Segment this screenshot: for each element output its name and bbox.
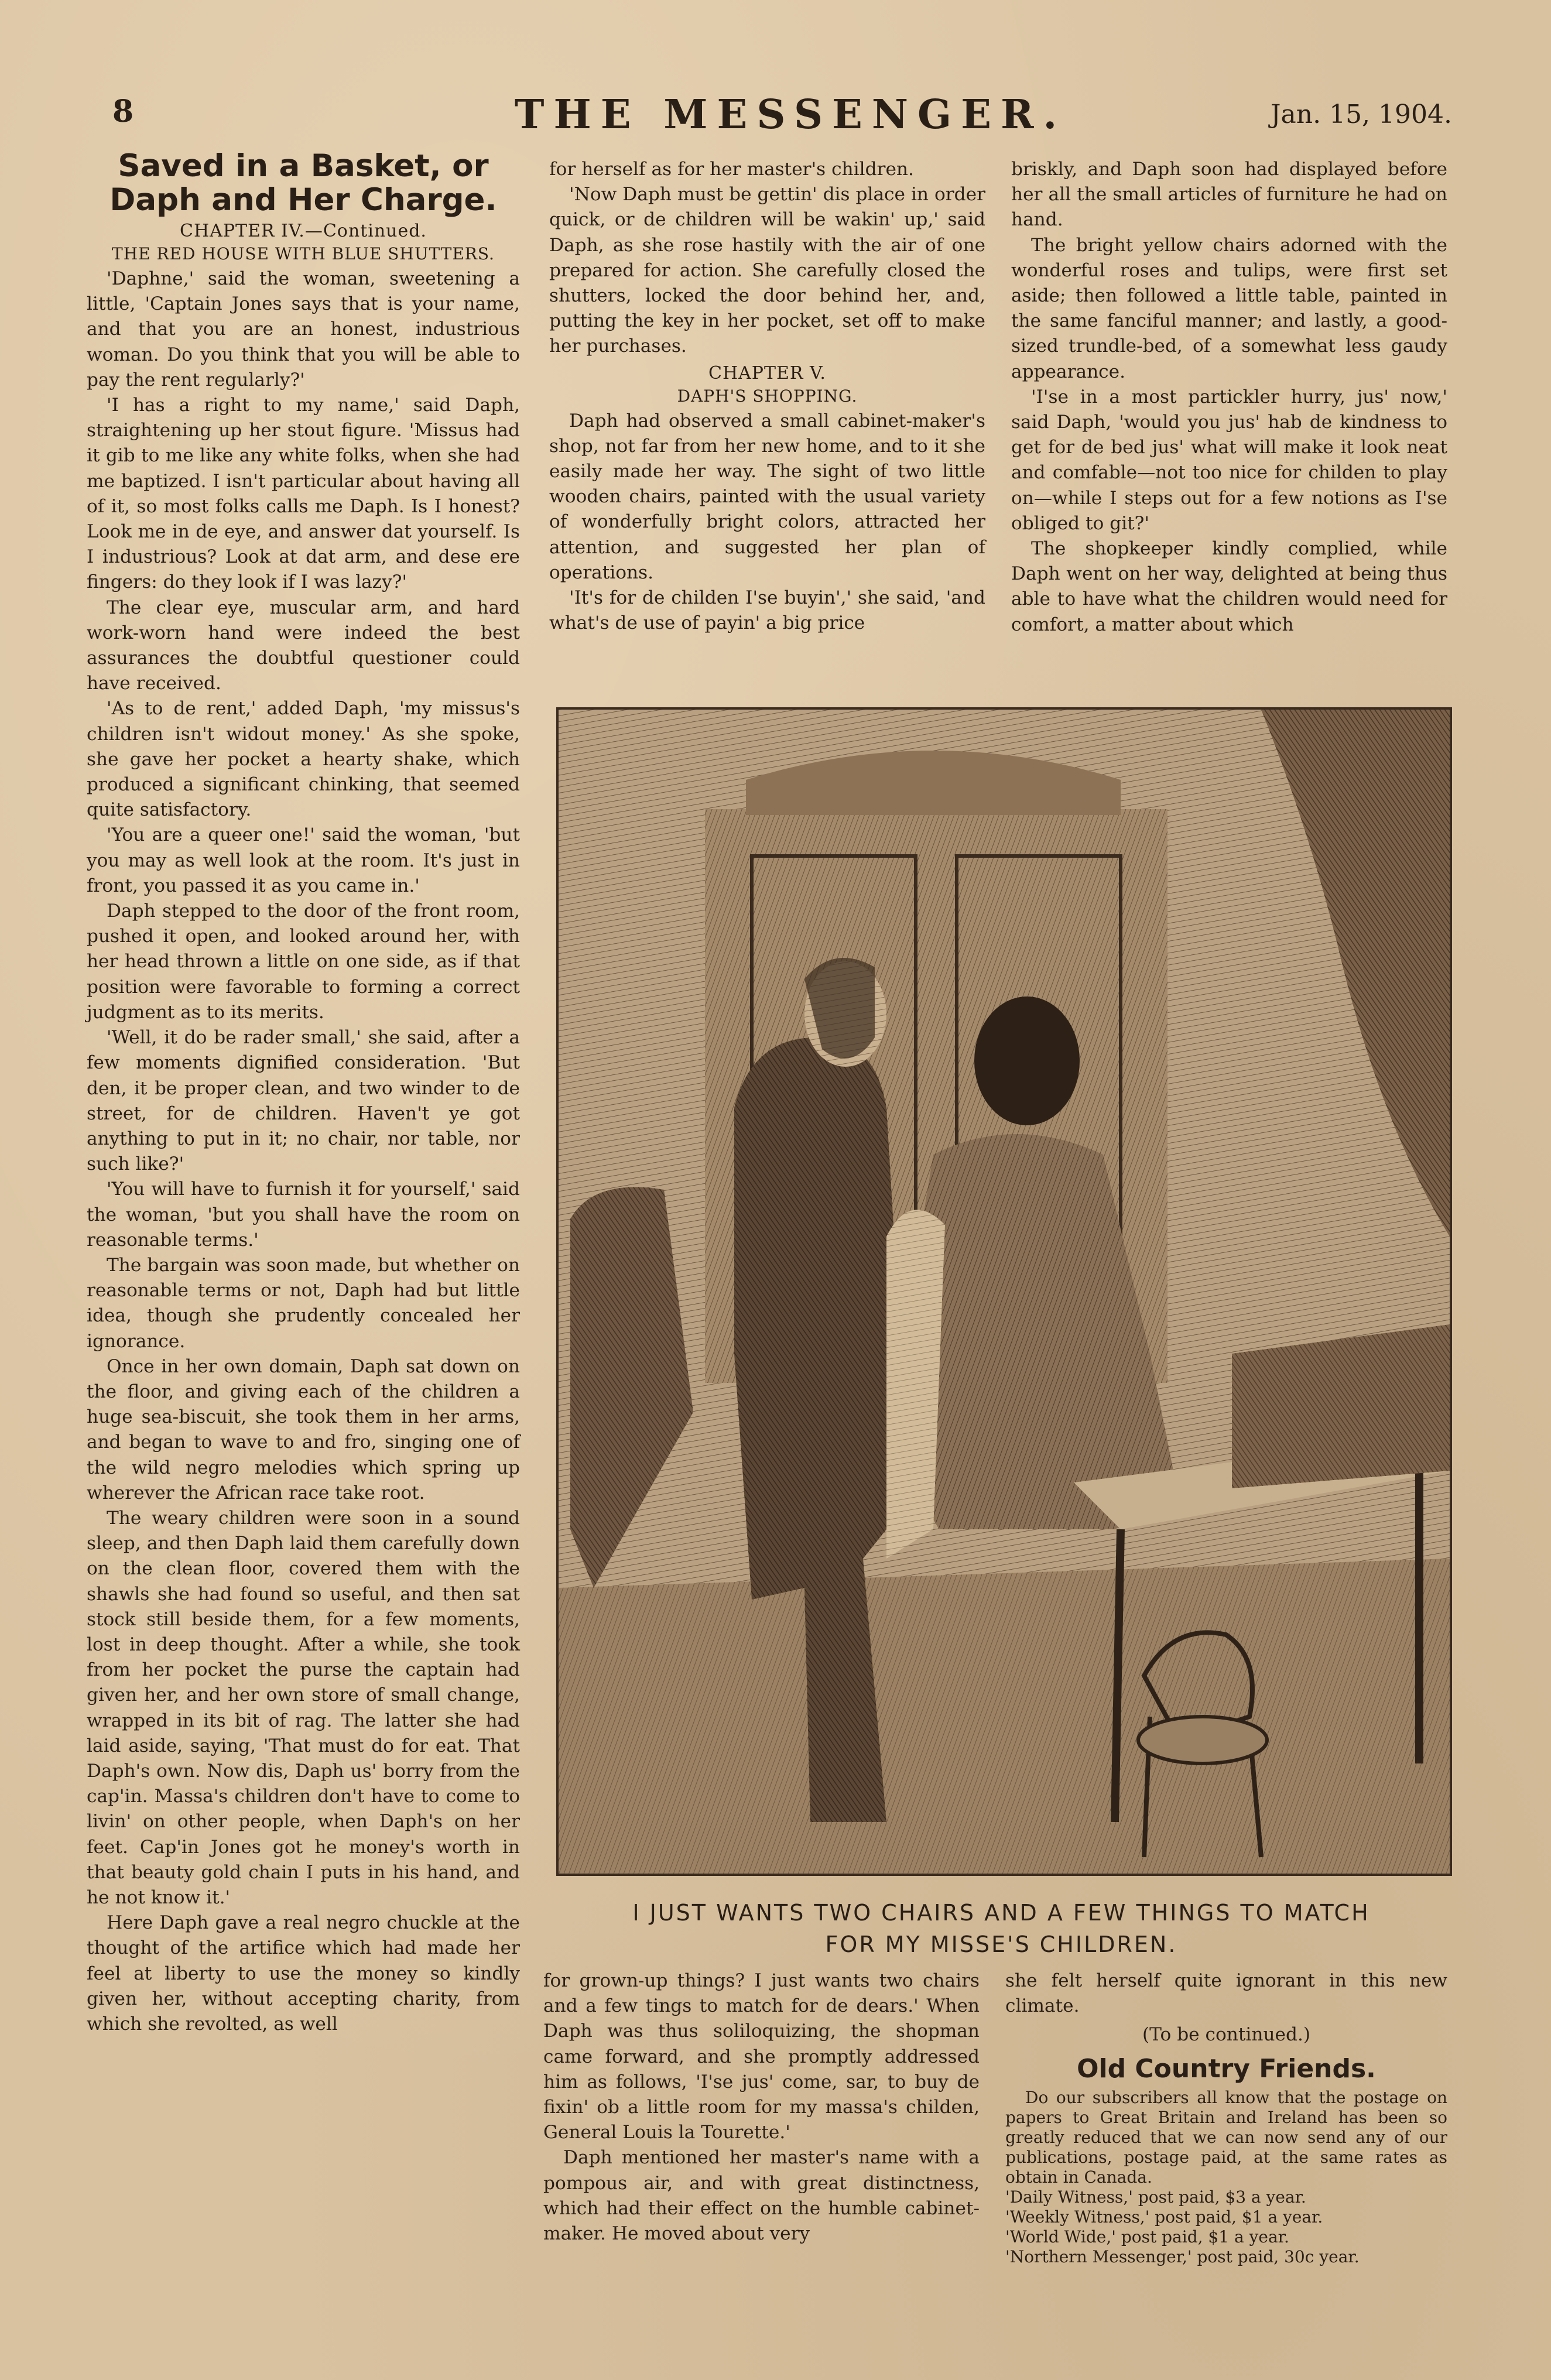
page-number: 8 — [112, 94, 134, 129]
column-2-bottom — [543, 1968, 980, 2247]
chapter-heading: CHAPTER V. — [708, 362, 826, 383]
paragraph: Here Daph gave a real negro chuckle at the thought of the artifice which had made her feel at liberty to use the money so kindly given her, without accepting charity, from which she revolted, as well — [87, 1912, 520, 2035]
paragraph: Daph stepped to the door of the front room, pushed it open, and looked around her, with her head thrown a little on one side, as if that position were favorable to forming a correct judgment as to its merits. — [87, 900, 520, 1023]
to-be-continued: (To be continued.) — [1142, 2024, 1311, 2046]
price-line: 'Northern Messenger,' post paid, 30c year. — [1005, 2247, 1360, 2266]
story-title: Saved in a Basket, or Daph and Her Charge. — [109, 148, 497, 218]
paragraph: Once in her own domain, Daph sat down on the floor, and giving each of the children a huge sea-biscuit, she took them in her arms, and began to wave to and fro, singing one of the wild negro melodies which spring up wherever the African race take root. — [87, 1355, 520, 1504]
paragraph: The shopkeeper kindly complied, while Daph went on her way, delighted at being thus able to have what the children would need for comfort, a matter about which — [1011, 538, 1447, 635]
paragraph: 'Daphne,' said the woman, sweetening a little, 'Captain Jones says that is your name, and that you are an honest, industrious woman. Do you think that you will be able to pay the rent regularly?' — [87, 268, 520, 391]
caption-line-2: FOR MY MISSE'S CHILDREN. — [825, 1932, 1177, 1957]
paragraph: The bright yellow chairs adorned with the wonderful roses and tulips, were first set aside; then followed a little table, painted in the same fanciful manner; and lastly, a good-sized trundle-bed, of a somewhat less gaudy appearance. — [1011, 234, 1447, 382]
paragraph: 'Well, it do be rader small,' she said, after a few moments dignified consideration. 'But den, it be proper clean, and two winder to de street, for de children. Haven't ye got anything to put in it; no chair, nor table, nor such like?' — [87, 1027, 520, 1175]
chapter-subtitle: DAPH'S SHOPPING. — [677, 386, 858, 406]
price-line: 'Daily Witness,' post paid, $3 a year. — [1005, 2187, 1306, 2207]
price-line: 'World Wide,' post paid, $1 a year. — [1005, 2227, 1289, 2247]
paragraph: 'I'se in a most partickler hurry, jus' now,' said Daph, 'would you jus' hab de kindness to get for de bed jus' what will make it look neat and comfable—not too nice for childen to play on—while I steps out for a few notions as I'se obliged to git?' — [1011, 386, 1447, 534]
paragraph: briskly, and Daph soon had displayed before her all the small articles of furniture he had on hand. — [1011, 159, 1447, 231]
engraving-illustration — [556, 707, 1452, 1876]
column-3-top — [1011, 157, 1447, 638]
paragraph: Daph had observed a small cabinet-maker's shop, not far from her new home, and to it she easily made her way. The sight of two little wooden chairs, painted with the usual variety of wonderfully bright colors, attracted her attention, and suggested her plan of operations. — [549, 410, 985, 583]
price-line: 'Weekly Witness,' post paid, $1 a year. — [1005, 2207, 1323, 2227]
paragraph: 'It's for de childen I'se buyin',' she said, 'and what's de use of payin' a big price — [549, 587, 985, 634]
notice-body: Do our subscribers all know that the postage on papers to Great Britain and Ireland has been so greatly reduced that we can now send any of our publications, postage paid, at the same rates as obtain in Canada. — [1005, 2087, 1447, 2187]
newspaper-title: THE MESSENGER. — [514, 91, 1067, 138]
column-3-bottom — [1005, 1968, 1447, 2267]
chapter-heading: CHAPTER IV.—Continued. — [180, 221, 427, 241]
paragraph: for herself as for her master's children. — [549, 159, 914, 180]
paragraph: The bargain was soon made, but whether on reasonable terms or not, Daph had but little idea, though she prudently concealed her ignorance. — [87, 1254, 520, 1352]
paragraph: 'Now Daph must be gettin' dis place in order quick, or de children will be wakin' up,' said Daph, as she rose hastily with the air of one prepared for action. She carefully closed the shutters, locked the door behind her, and, putting the key in her pocket, set off to make her purchases. — [549, 184, 985, 357]
paragraph: The weary children were soon in a sound sleep, and then Daph laid them carefully down on the clean floor, covered them with the shawls she had found so useful, and then sat stock still beside them, for a few moments, lost in deep thought. After a while, she took from her pocket the purse the captain had given her, and her own store of small change, wrapped in its bit of rag. The latter she had laid aside, saying, 'That must do for eat. That Daph's own. Now dis, Daph us' borry from the cap'in. Massa's children don't have to come to livin' on other people, when Daph's on her feet. Cap'in Jones got he money's worth in that beauty gold chain I puts in his hand, and he not know it.' — [87, 1507, 520, 1908]
paragraph: 'You are a queer one!' said the woman, 'but you may as well look at the room. It's just in front, you passed it as you came in.' — [87, 824, 520, 896]
caption-line-1: I JUST WANTS TWO CHAIRS AND A FEW THINGS TO MATCH — [632, 1900, 1370, 1926]
paragraph: Daph mentioned her master's name with a pompous air, and with great distinctness, which had their effect on the humble cabinet-maker. He moved about very — [543, 2147, 980, 2245]
engraving-image — [559, 710, 1450, 1874]
column-2-top — [549, 157, 985, 636]
issue-date: Jan. 15, 1904. — [1270, 100, 1452, 129]
paragraph: 'You will have to furnish it for yourself,' said the woman, 'but you shall have the room on reasonable terms.' — [87, 1179, 520, 1251]
illustration-caption — [545, 1897, 1458, 1960]
notice-title: Old Country Friends. — [1077, 2053, 1376, 2084]
paragraph: she felt herself quite ignorant in this new climate. — [1005, 1970, 1447, 2017]
paragraph: for grown-up things? I just wants two chairs and a few tings to match for de dears.' When Daph was thus soliloquizing, the shopman came forward, and she promptly addressed him as follows, 'I'se jus' come, sar, to buy de fixin' ob a little room for my massa's childen, General Louis la Tourette.' — [543, 1970, 980, 2143]
paragraph: 'As to de rent,' added Daph, 'my missus's children isn't widout money.' As she spoke, she gave her pocket a hearty shake, which produced a significant chinking, that seemed quite satisfactory. — [87, 698, 520, 821]
masthead — [88, 88, 1452, 141]
chapter-subtitle: THE RED HOUSE WITH BLUE SHUTTERS. — [112, 244, 495, 263]
paragraph: 'I has a right to my name,' said Daph, straightening up her stout figure. 'Missus had it gib to me like any white folks, when she had me baptized. I isn't particular about having all of it, so most folks calls me Daph. Is I honest? Look me in de eye, and answer dat yourself. Is I industrious? Look at dat arm, and dese ere fingers: do they look if I was lazy?' — [87, 395, 520, 593]
paragraph: The clear eye, muscular arm, and hard work-worn hand were indeed the best assurances the doubtful questioner could have received. — [87, 597, 520, 694]
column-1 — [87, 149, 520, 2037]
